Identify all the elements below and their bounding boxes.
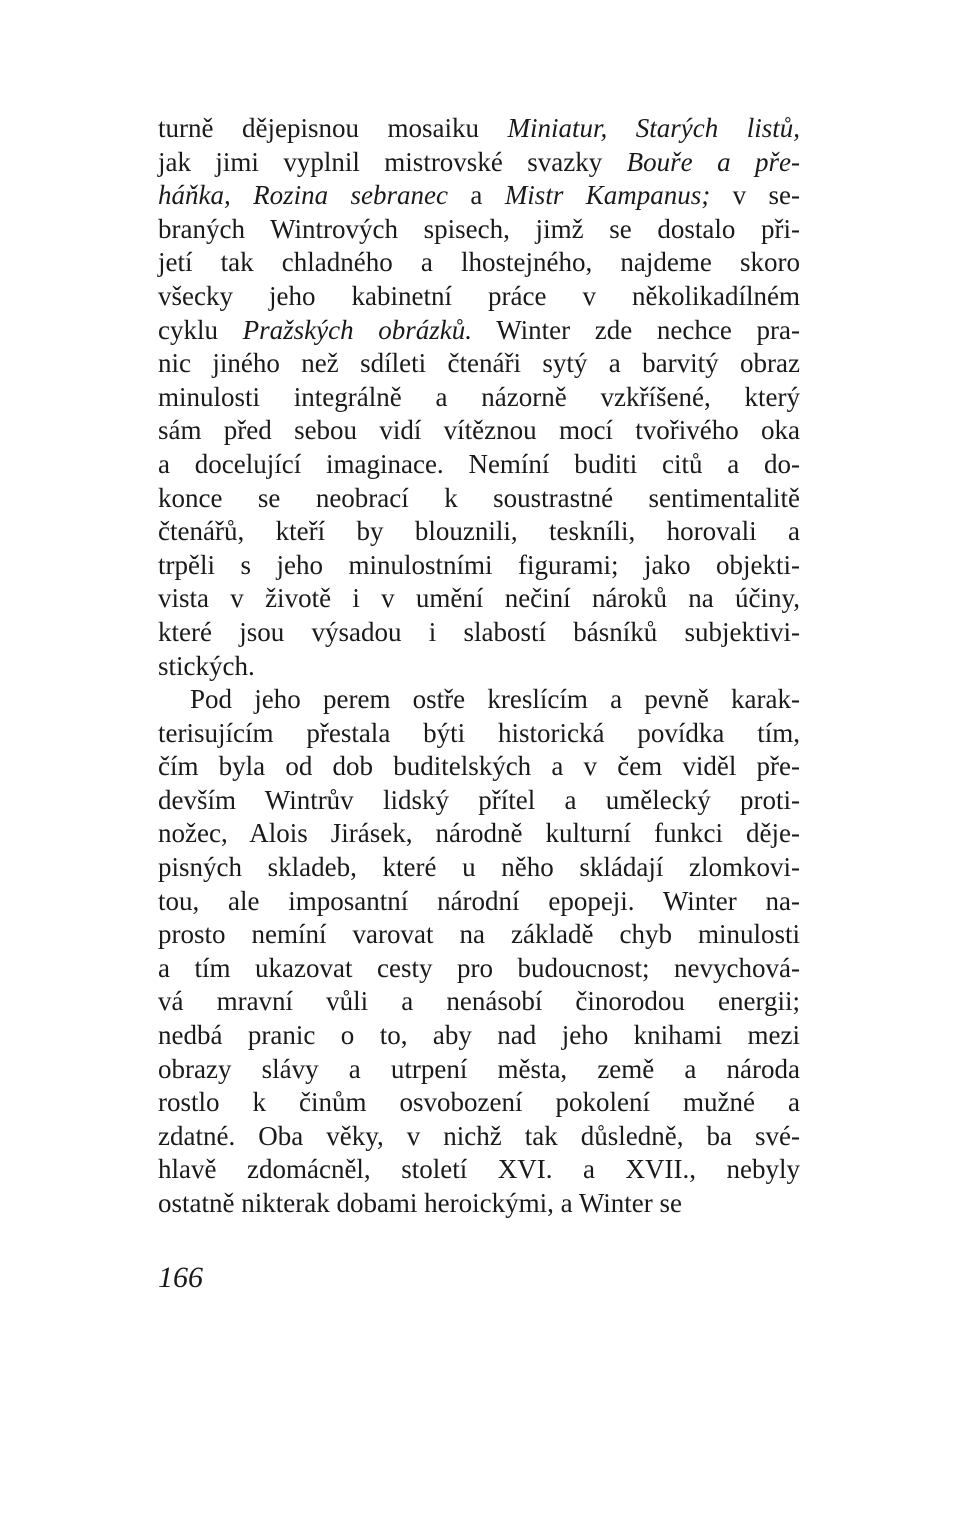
italic-title: Pražských obrázků. [242, 314, 473, 345]
text-run: minulosti integrálně a názorně vzkříšené, který [158, 381, 800, 412]
text-line [158, 179, 800, 213]
text-run: nic jiného než sdíleti čtenáři sytý a barvitý obraz [158, 348, 800, 379]
text-run: čím byla od dob buditelských a v čem viděl pře- [158, 751, 800, 782]
text-run: v se- [710, 180, 801, 211]
text-run: braných Wintrových spisech, jimž se dostalo při- [158, 213, 800, 244]
text-run: jetí tak chladného a lhostejného, najdeme skoro [158, 247, 800, 278]
text-run: zdatné. Oba věky, v nichž tak důsledně, ba své- [158, 1120, 800, 1151]
text-line [158, 1120, 800, 1154]
text-run: nožec, Alois Jirásek, národně kulturní funkci děje- [158, 818, 800, 849]
text-line [158, 549, 800, 583]
text-line [158, 717, 800, 751]
text-run: stických. [158, 650, 255, 681]
text-run: obrazy slávy a utrpení města, země a národa [158, 1053, 800, 1084]
text-run: které jsou výsadou i slabostí básníků subjektivi- [158, 616, 800, 647]
text-line [158, 683, 800, 717]
text-line [158, 817, 800, 851]
text-line [158, 381, 800, 415]
text-run: čtenářů, kteří by blouznili, teskníli, horovali a [158, 516, 800, 547]
text-line [158, 985, 800, 1019]
text-run: a tím ukazovat cesty pro budoucnost; nevychová- [158, 952, 800, 983]
text-run: pisných skladeb, které u něho skládají zlomkovi- [158, 852, 800, 883]
text-run: vista v životě i v umění nečiní nároků na účiny, [158, 583, 800, 614]
text-run: devším Wintrův lidský přítel a umělecký proti- [158, 784, 800, 815]
paragraph [158, 683, 800, 1221]
page-number: 166 [158, 1261, 203, 1294]
text-line [158, 1053, 800, 1087]
text-line [158, 784, 800, 818]
text-run: ostatně nikterak dobami heroickými, a Winter se [158, 1188, 683, 1218]
text-line [158, 851, 800, 885]
text-line [158, 1187, 800, 1221]
text-run: nedbá pranic o to, aby nad jeho knihami mezi [158, 1020, 800, 1051]
text-line [158, 414, 800, 448]
text-run: konce se neobrací k soustrastné sentimentalitě [158, 482, 800, 513]
text-line [158, 1153, 800, 1187]
text-run: Winter zde nechce pra- [472, 314, 800, 345]
text-line [158, 347, 800, 381]
text-run: Pod jeho perem ostře kreslícím a pevně karak- [190, 684, 800, 715]
text-line [158, 1086, 800, 1120]
text-run: sám před sebou vidí vítěznou mocí tvořivého oka [158, 415, 800, 446]
text-run: všecky jeho kabinetní práce v několikadílném [158, 280, 800, 311]
text-line [158, 952, 800, 986]
text-line [158, 750, 800, 784]
italic-title: Mistr Kampanus; [504, 180, 711, 211]
text-run: rostlo k činům osvobození pokolení mužné a [158, 1087, 800, 1118]
italic-title: háňka, Rozina sebranec [158, 180, 449, 211]
paragraph [158, 112, 800, 683]
text-run: terisujícím přestala býti historická povídka tím, [158, 717, 800, 748]
text-run: a [448, 180, 505, 211]
body-text [158, 112, 800, 1221]
text-line [158, 885, 800, 919]
text-line [158, 515, 800, 549]
text-run: cyklu [158, 314, 243, 345]
italic-title: Bouře a pře- [626, 146, 800, 177]
text-line [158, 112, 800, 146]
text-run: trpěli s jeho minulostními figurami; jako objekti- [158, 549, 800, 580]
text-line [158, 616, 800, 650]
text-line [158, 280, 800, 314]
text-line [158, 1019, 800, 1053]
text-run: turně dějepisnou mosaiku [158, 113, 508, 143]
text-run: vá mravní vůli a nenásobí činorodou energii; [158, 986, 800, 1017]
text-line [158, 582, 800, 616]
text-run: prosto nemíní varovat na základě chyb minulosti [158, 919, 800, 950]
text-line [158, 918, 800, 952]
text-run: tou, ale imposantní národní epopeji. Winter na- [158, 885, 800, 916]
text-line [158, 314, 800, 348]
text-line [158, 448, 800, 482]
text-line [158, 650, 800, 684]
text-line [158, 146, 800, 180]
text-line [158, 246, 800, 280]
italic-title: Miniatur, Starých listů, [507, 113, 801, 143]
text-run: jak jimi vyplnil mistrovské svazky [158, 146, 627, 177]
text-line [158, 213, 800, 247]
text-run: a docelující imaginace. Nemíní buditi citů a do- [158, 448, 800, 479]
text-line [158, 482, 800, 516]
text-run: hlavě zdomácněl, století XVI. a XVII., nebyly [158, 1154, 800, 1185]
